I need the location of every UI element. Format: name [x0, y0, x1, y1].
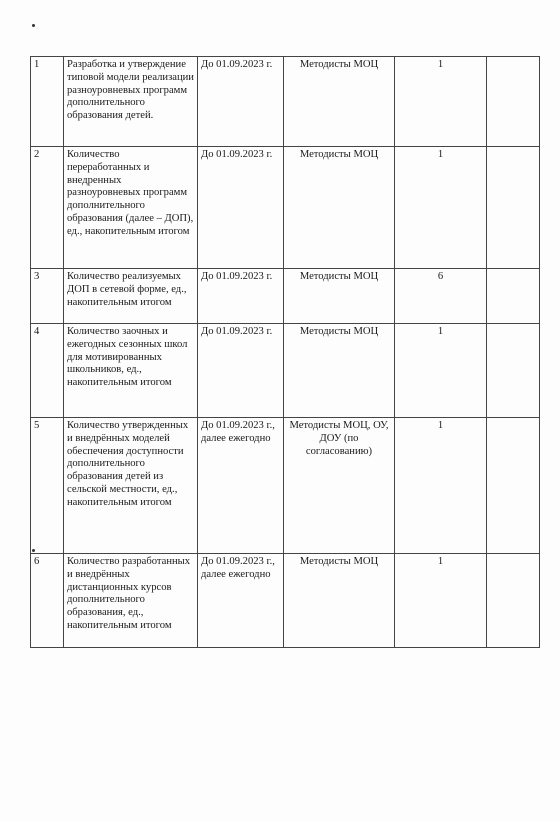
row-number: 3	[31, 269, 64, 324]
value-cell: 1	[395, 418, 487, 554]
deadline-cell: До 01.09.2023 г., далее ежегодно	[198, 554, 284, 648]
deadline-cell: До 01.09.2023 г.	[198, 324, 284, 418]
responsible-cell: Методисты МОЦ	[284, 324, 395, 418]
row-number: 5	[31, 418, 64, 554]
deadline-cell: До 01.09.2023 г., далее ежегодно	[198, 418, 284, 554]
responsible-cell: Методисты МОЦ	[284, 57, 395, 147]
scan-speck	[32, 24, 35, 27]
value-cell: 6	[395, 269, 487, 324]
indicator-name: Количество реализуемых ДОП в сетевой форме, ед., накопительным итогом	[64, 269, 198, 324]
row-number: 6	[31, 554, 64, 648]
empty-cell	[487, 57, 540, 147]
empty-cell	[487, 147, 540, 269]
value-cell: 1	[395, 57, 487, 147]
row-number: 4	[31, 324, 64, 418]
deadline-cell: До 01.09.2023 г.	[198, 269, 284, 324]
indicator-name: Количество разработанных и внедрённых дистанционных курсов дополнительного образования, ед., накопительным итогом	[64, 554, 198, 648]
table-row	[31, 57, 540, 147]
empty-cell	[487, 324, 540, 418]
responsible-cell: Методисты МОЦ, ОУ, ДОУ (по согласованию)	[284, 418, 395, 554]
deadline-cell: До 01.09.2023 г.	[198, 57, 284, 147]
indicator-name: Количество заочных и ежегодных сезонных школ для мотивированных школьников, ед., накопительным итогом	[64, 324, 198, 418]
empty-cell	[487, 554, 540, 648]
row-number: 2	[31, 147, 64, 269]
indicator-name: Количество переработанных и внедренных разноуровневых программ дополнительного образования (далее – ДОП), ед., накопительным итогом	[64, 147, 198, 269]
value-cell: 1	[395, 554, 487, 648]
empty-cell	[487, 269, 540, 324]
value-cell: 1	[395, 147, 487, 269]
table-row	[31, 324, 540, 418]
indicator-name: Разработка и утверждение типовой модели реализации разноуровневых программ дополнительного образования детей.	[64, 57, 198, 147]
deadline-cell: До 01.09.2023 г.	[198, 147, 284, 269]
value-cell: 1	[395, 324, 487, 418]
row-number: 1	[31, 57, 64, 147]
table-row	[31, 554, 540, 648]
plan-table	[30, 56, 540, 648]
table-row	[31, 418, 540, 554]
responsible-cell: Методисты МОЦ	[284, 147, 395, 269]
responsible-cell: Методисты МОЦ	[284, 269, 395, 324]
responsible-cell: Методисты МОЦ	[284, 554, 395, 648]
table-row	[31, 147, 540, 269]
indicator-name: Количество утвержденных и внедрённых моделей обеспечения доступности дополнительного образования детей из сельской местности, ед., накопительным итогом	[64, 418, 198, 554]
table-row	[31, 269, 540, 324]
empty-cell	[487, 418, 540, 554]
